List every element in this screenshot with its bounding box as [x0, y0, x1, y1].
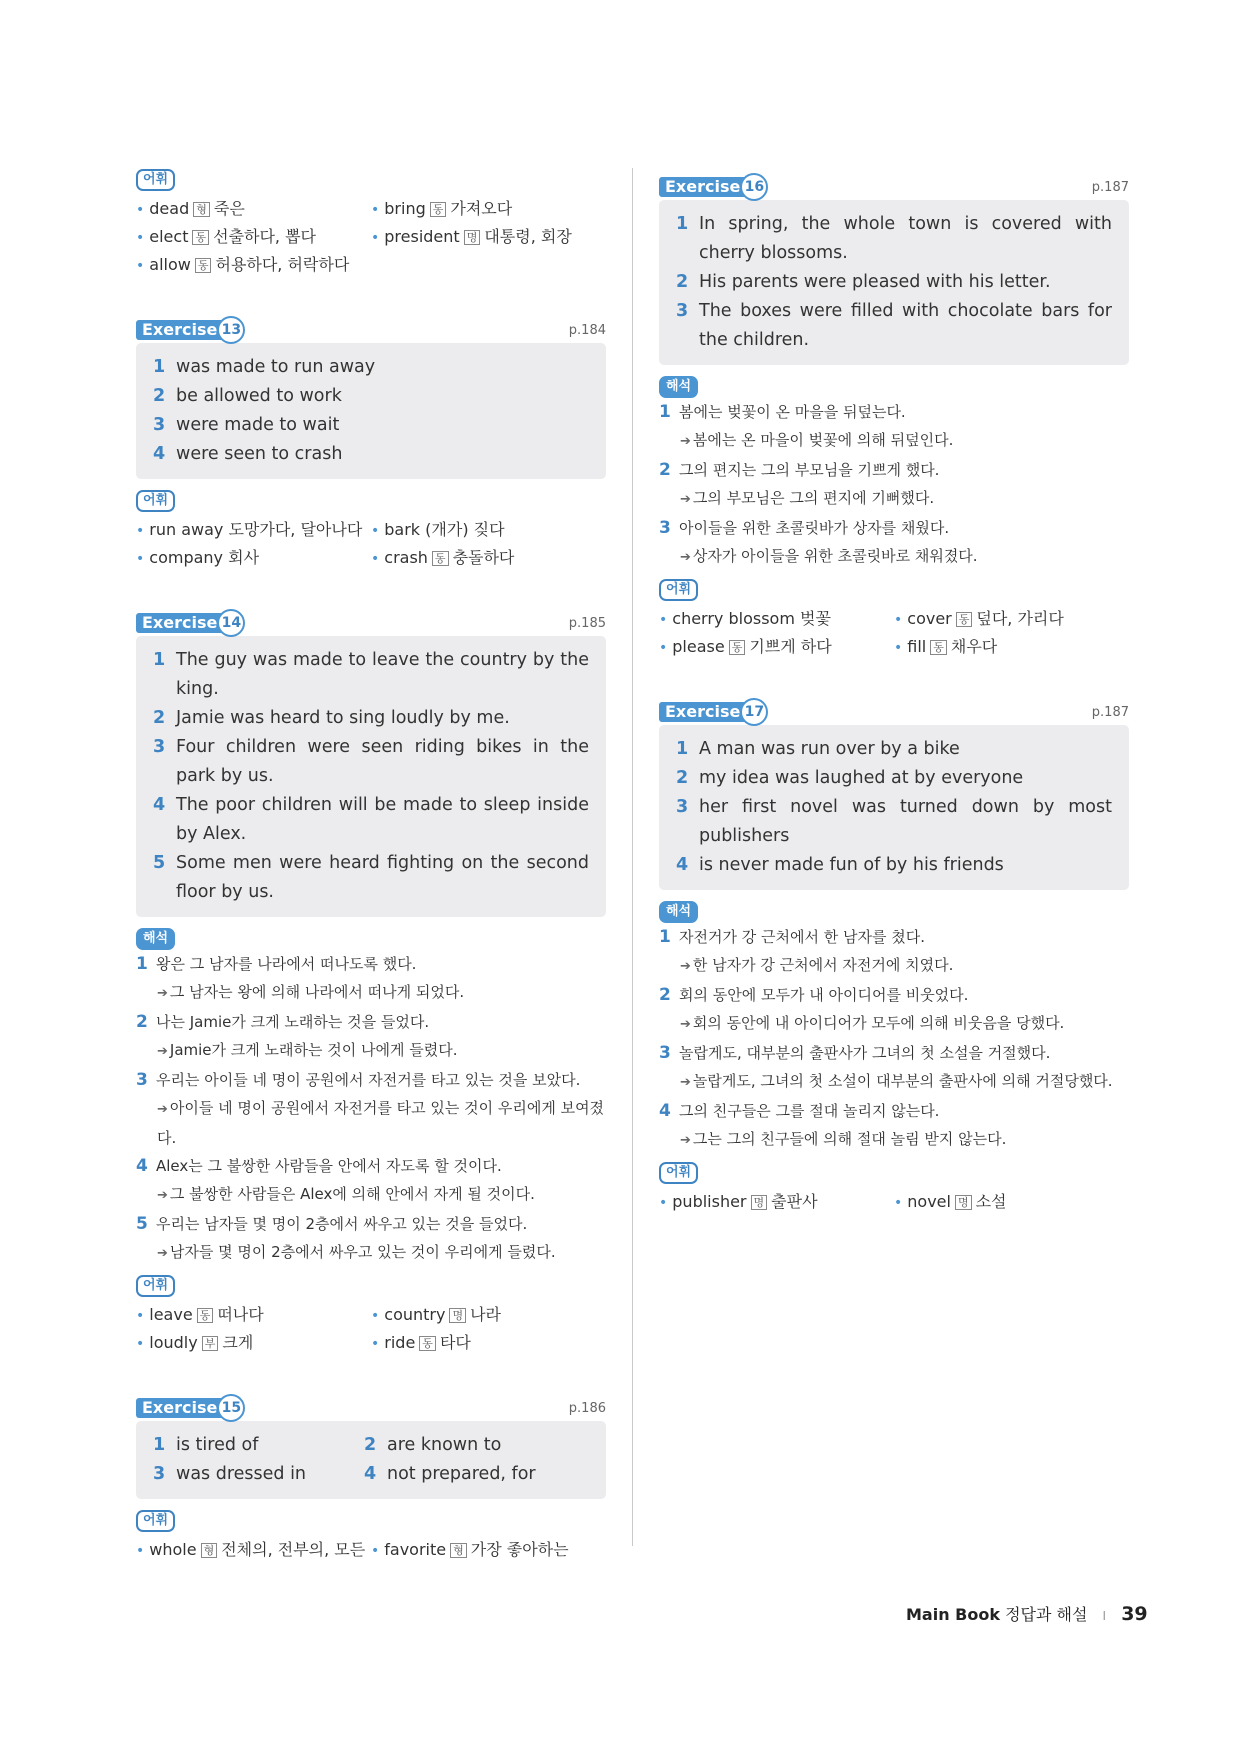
answer-text: Four children were seen riding bikes in the park by us.	[176, 737, 589, 786]
vocab-word: bring	[384, 199, 426, 218]
vocab-word: cover	[907, 609, 952, 628]
vocab-list	[136, 1536, 606, 1564]
answer-text: Jamie was heard to sing loudly by me.	[176, 708, 510, 728]
vocab-item	[371, 1329, 606, 1357]
passive-translation: ➔ 상자가 아이들을 위한 초콜릿바로 채워졌다.	[659, 542, 1129, 572]
translation-number: 1	[659, 927, 671, 947]
vocab-item	[371, 544, 606, 572]
part-of-speech: 동	[729, 640, 746, 655]
translation-number: 5	[136, 1214, 148, 1234]
vocab-meaning: 소설	[975, 1192, 1007, 1211]
vocab-list	[659, 605, 1129, 661]
vocab-word: publisher	[672, 1192, 747, 1211]
answer-box	[136, 343, 606, 479]
part-of-speech: 동	[930, 640, 947, 655]
left-column	[136, 168, 606, 1564]
vocab-meaning: 크게	[222, 1333, 254, 1352]
passive-translation: ➔ 그는 그의 친구들에 의해 절대 놀림 받지 않는다.	[659, 1125, 1129, 1155]
vocab-item	[136, 223, 371, 251]
answer-box	[136, 636, 606, 917]
part-of-speech: 부	[202, 1336, 219, 1351]
haeseok-tag: 해석	[659, 376, 698, 398]
vocab-word: cherry blossom	[672, 609, 795, 628]
answer-number: 3	[153, 1464, 166, 1484]
book-section-title: 정답과 해설	[1005, 1605, 1088, 1624]
vocab-word: leave	[149, 1305, 193, 1324]
vocab-list	[659, 1188, 1129, 1216]
translation-item	[659, 456, 1129, 484]
passive-translation: ➔ 그 남자는 왕에 의해 나라에서 떠나게 되었다.	[136, 978, 606, 1008]
vocab-meaning: 벚꽃	[800, 609, 831, 628]
translation-text: 왕은 그 남자를 나라에서 떠나도록 했다.	[156, 955, 417, 973]
vocab-item	[371, 195, 606, 223]
translation-number: 3	[136, 1070, 148, 1090]
answer-text: are known to	[387, 1435, 502, 1455]
answer-number: 1	[153, 650, 166, 670]
vocab-item	[371, 1536, 606, 1564]
vocab-meaning: 죽은	[213, 199, 245, 218]
answer-row	[153, 646, 589, 704]
part-of-speech: 동	[192, 230, 209, 245]
answer-row	[153, 1431, 364, 1460]
answer-text: Some men were heard fighting on the second floor by us.	[176, 853, 589, 902]
vocab-meaning: 덮다, 가리다	[976, 609, 1064, 628]
passive-translation: ➔ 한 남자가 강 근처에서 자전거에 치였다.	[659, 951, 1129, 981]
translation-text: 놀랍게도, 대부분의 출판사가 그녀의 첫 소설을 거절했다.	[679, 1044, 1051, 1062]
vocab-item	[136, 544, 371, 572]
translation-text: 우리는 아이들 네 명이 공원에서 자전거를 타고 있는 것을 보았다.	[156, 1071, 581, 1089]
vocab-item	[659, 1188, 894, 1216]
vocab-meaning: 가져오다	[450, 199, 513, 218]
translation-item	[136, 1210, 606, 1238]
answer-row	[153, 791, 589, 849]
page-reference: p.186	[568, 1400, 606, 1416]
vocab-tag: 어휘	[136, 169, 175, 191]
passive-translation: ➔ 그의 부모님은 그의 편지에 기뻐했다.	[659, 484, 1129, 514]
part-of-speech: 동	[195, 258, 212, 273]
answer-text: my idea was laughed at by everyone	[699, 768, 1024, 788]
vocab-word: company	[149, 548, 224, 567]
answer-row	[676, 851, 1112, 880]
part-of-speech: 형	[193, 202, 210, 217]
translation-number: 2	[659, 460, 671, 480]
translation-text: 봄에는 벚꽃이 온 마을을 뒤덮는다.	[679, 403, 906, 421]
vocab-item	[894, 1188, 1129, 1216]
answer-text: In spring, the whole town is covered with cherry blossoms.	[699, 214, 1112, 263]
passive-translation: ➔ Jamie가 크게 노래하는 것이 나에게 들렸다.	[136, 1036, 606, 1066]
vocab-item	[894, 633, 1129, 661]
vocab-word: run away	[149, 520, 224, 539]
answer-text: be allowed to work	[176, 386, 342, 406]
answer-row	[153, 733, 589, 791]
answer-row	[676, 268, 1112, 297]
vocab-word: ride	[384, 1333, 416, 1352]
page-reference: p.187	[1091, 704, 1129, 720]
passive-translation: ➔ 놀랍게도, 그녀의 첫 소설이 대부분의 출판사에 의해 거절당했다.	[659, 1067, 1129, 1097]
translation-item	[659, 1039, 1129, 1067]
answer-row	[676, 793, 1112, 851]
vocab-word: bark	[384, 520, 421, 539]
part-of-speech: 명	[464, 230, 481, 245]
answer-row	[153, 411, 589, 440]
answer-text: is never made fun of by his friends	[699, 855, 1004, 875]
page-reference: p.185	[568, 615, 606, 631]
answer-text: The boxes were filled with chocolate bars for the children.	[699, 301, 1112, 350]
vocab-item	[136, 1329, 371, 1357]
translation-item	[659, 514, 1129, 542]
vocab-tag: 어휘	[136, 1275, 175, 1297]
vocab-meaning: 충돌하다	[452, 548, 515, 567]
vocab-item	[371, 1301, 606, 1329]
answer-row	[153, 1460, 364, 1489]
passive-translation: ➔ 그 불쌍한 사람들은 Alex에 의해 안에서 자게 될 것이다.	[136, 1180, 606, 1210]
translation-text: 회의 동안에 모두가 내 아이디어를 비웃었다.	[679, 986, 969, 1004]
vocab-item	[136, 195, 371, 223]
answer-number: 3	[676, 301, 689, 321]
answer-text: not prepared, for	[387, 1464, 536, 1484]
part-of-speech: 동	[956, 612, 973, 627]
exercise-label: Exercise	[136, 320, 223, 340]
translation-item	[136, 950, 606, 978]
part-of-speech: 동	[432, 551, 449, 566]
answer-text: is tired of	[176, 1435, 259, 1455]
translation-item	[136, 1008, 606, 1036]
answer-number: 1	[676, 214, 689, 234]
answer-text: was made to run away	[176, 357, 376, 377]
answer-row	[153, 353, 589, 382]
passive-translation: ➔ 남자들 몇 명이 2층에서 싸우고 있는 것이 우리에게 들렸다.	[136, 1238, 606, 1268]
answer-number: 4	[153, 444, 166, 464]
vocab-word: dead	[149, 199, 190, 218]
vocab-word: fill	[907, 637, 927, 656]
answer-number: 3	[153, 737, 166, 757]
part-of-speech: 명	[955, 1195, 972, 1210]
answer-text: were seen to crash	[176, 444, 343, 464]
vocab-meaning: 허용하다, 허락하다	[215, 255, 350, 274]
exercise-number: 15	[217, 1394, 245, 1422]
exercise-label: Exercise	[136, 1398, 223, 1418]
page-reference: p.187	[1091, 179, 1129, 195]
vocab-word: allow	[149, 255, 191, 274]
vocab-meaning: 타다	[439, 1333, 471, 1352]
vocab-tag: 어휘	[659, 579, 698, 601]
answer-number: 2	[153, 386, 166, 406]
translation-text: 그의 친구들은 그를 절대 놀리지 않는다.	[679, 1102, 940, 1120]
answer-text: her first novel was turned down by most publishers	[699, 797, 1112, 846]
translation-number: 4	[659, 1101, 671, 1121]
part-of-speech: 명	[751, 1195, 768, 1210]
answer-row	[364, 1431, 574, 1460]
answer-row	[676, 735, 1112, 764]
answer-number: 3	[676, 797, 689, 817]
answer-text: His parents were pleased with his letter.	[699, 272, 1051, 292]
vocab-word: novel	[907, 1192, 951, 1211]
part-of-speech: 동	[197, 1308, 214, 1323]
answer-number: 1	[676, 739, 689, 759]
vocab-item	[136, 1301, 371, 1329]
vocab-word: please	[672, 637, 725, 656]
translation-item	[659, 1097, 1129, 1125]
answer-number: 2	[153, 708, 166, 728]
vocab-meaning: 가장 좋아하는	[470, 1540, 569, 1559]
translation-item	[659, 398, 1129, 426]
part-of-speech: 동	[430, 202, 447, 217]
passive-translation: ➔ 아이들 네 명이 공원에서 자전거를 타고 있는 것이 우리에게 보여졌다.	[136, 1094, 606, 1152]
answer-number: 2	[676, 768, 689, 788]
vocab-tag: 어휘	[659, 1162, 698, 1184]
answer-number: 2	[676, 272, 689, 292]
vocab-item	[371, 223, 606, 251]
page-number: 39	[1121, 1603, 1148, 1625]
vocab-word: president	[384, 227, 460, 246]
translation-number: 3	[659, 518, 671, 538]
translation-number: 2	[659, 985, 671, 1005]
vocab-meaning: 채우다	[950, 637, 998, 656]
footer-separator: I	[1102, 1609, 1107, 1623]
answer-text: was dressed in	[176, 1464, 307, 1484]
answer-row	[153, 849, 589, 907]
translation-item	[136, 1066, 606, 1094]
part-of-speech: 동	[419, 1336, 436, 1351]
vocab-meaning: 선출하다, 뽑다	[213, 227, 317, 246]
answer-number: 2	[364, 1435, 377, 1455]
vocab-meaning: 출판사	[771, 1192, 818, 1211]
vocab-word: country	[384, 1305, 446, 1324]
vocab-meaning: 나라	[470, 1305, 502, 1324]
translation-item	[136, 1152, 606, 1180]
vocab-list	[136, 195, 606, 279]
exercise-number: 13	[217, 316, 245, 344]
vocab-word: crash	[384, 548, 428, 567]
answer-row	[676, 764, 1112, 793]
answer-text: The poor children will be made to sleep inside by Alex.	[176, 795, 589, 844]
translation-number: 1	[659, 402, 671, 422]
passive-translation: ➔ 회의 동안에 내 아이디어가 모두에 의해 비웃음을 당했다.	[659, 1009, 1129, 1039]
answer-row	[153, 440, 589, 469]
answer-number: 4	[364, 1464, 377, 1484]
vocab-list	[136, 516, 606, 572]
translation-item	[659, 923, 1129, 951]
answer-row	[676, 297, 1112, 355]
translation-text: 우리는 남자들 몇 명이 2층에서 싸우고 있는 것을 들었다.	[156, 1215, 528, 1233]
haeseok-tag: 해석	[659, 901, 698, 923]
exercise-label: Exercise	[136, 613, 223, 633]
vocab-meaning: 도망가다, 달아나다	[228, 520, 363, 539]
translation-list	[136, 950, 606, 1268]
vocab-meaning: 회사	[228, 548, 260, 567]
answer-text: were made to wait	[176, 415, 340, 435]
exercise-label: Exercise	[659, 177, 746, 197]
translation-text: 자전거가 강 근처에서 한 남자를 쳤다.	[679, 928, 925, 946]
answer-row	[364, 1460, 574, 1489]
vocab-item	[371, 516, 606, 544]
answer-row	[153, 704, 589, 733]
exercise-15-header	[136, 1395, 606, 1421]
answer-text: A man was run over by a bike	[699, 739, 960, 759]
vocab-tag: 어휘	[136, 490, 175, 512]
page-reference: p.184	[568, 322, 606, 338]
answer-row	[676, 210, 1112, 268]
vocab-meaning: 전체의, 전부의, 모든	[221, 1540, 366, 1559]
answer-box	[136, 1421, 606, 1499]
vocab-item	[894, 605, 1129, 633]
answer-grid	[153, 1431, 589, 1489]
translation-number: 4	[136, 1156, 148, 1176]
answer-box	[659, 725, 1129, 890]
exercise-label: Exercise	[659, 702, 746, 722]
answer-number: 5	[153, 853, 166, 873]
vocab-item	[136, 516, 371, 544]
translation-number: 3	[659, 1043, 671, 1063]
translation-item	[659, 981, 1129, 1009]
vocab-item	[659, 605, 894, 633]
exercise-number: 16	[740, 173, 768, 201]
answer-number: 1	[153, 1435, 166, 1455]
right-column	[659, 168, 1129, 1216]
part-of-speech: 형	[450, 1543, 467, 1558]
vocab-item	[659, 633, 894, 661]
answer-number: 3	[153, 415, 166, 435]
exercise-17-header	[659, 699, 1129, 725]
translation-text: 아이들을 위한 초콜릿바가 상자를 채웠다.	[679, 519, 950, 537]
vocab-item	[136, 1536, 371, 1564]
vocab-word: elect	[149, 227, 189, 246]
vocab-item	[136, 251, 371, 279]
translation-number: 2	[136, 1012, 148, 1032]
answer-number: 4	[153, 795, 166, 815]
exercise-number: 17	[740, 698, 768, 726]
passive-translation: ➔ 봄에는 온 마을이 벚꽃에 의해 뒤덮인다.	[659, 426, 1129, 456]
vocab-word: whole	[149, 1540, 197, 1559]
part-of-speech: 명	[449, 1308, 466, 1323]
book-name: Main Book	[906, 1605, 1000, 1624]
vocab-meaning: 떠나다	[217, 1305, 264, 1324]
vocab-tag: 어휘	[136, 1510, 175, 1532]
page-footer	[906, 1602, 1148, 1625]
vocab-list	[136, 1301, 606, 1357]
exercise-13-header	[136, 317, 606, 343]
answer-number: 1	[153, 357, 166, 377]
exercise-14-header	[136, 610, 606, 636]
vocab-word: loudly	[149, 1333, 198, 1352]
translation-list	[659, 923, 1129, 1155]
translation-text: 나는 Jamie가 크게 노래하는 것을 들었다.	[156, 1013, 430, 1031]
answer-box	[659, 200, 1129, 365]
vocab-meaning: 대통령, 회장	[484, 227, 572, 246]
exercise-number: 14	[217, 609, 245, 637]
answer-text: The guy was made to leave the country by the king.	[176, 650, 589, 699]
translation-list	[659, 398, 1129, 572]
answer-row	[153, 382, 589, 411]
vocab-meaning: 기쁘게 하다	[749, 637, 832, 656]
vocab-word: favorite	[384, 1540, 447, 1559]
translation-text: Alex는 그 불쌍한 사람들을 안에서 자도록 할 것이다.	[156, 1157, 502, 1175]
translation-number: 1	[136, 954, 148, 974]
column-divider	[632, 168, 633, 1546]
part-of-speech: 형	[201, 1543, 218, 1558]
haeseok-tag: 해석	[136, 928, 175, 950]
exercise-16-header	[659, 174, 1129, 200]
answer-number: 4	[676, 855, 689, 875]
translation-text: 그의 편지는 그의 부모님을 기쁘게 했다.	[679, 461, 940, 479]
vocab-meaning: (개가) 짖다	[425, 520, 505, 539]
